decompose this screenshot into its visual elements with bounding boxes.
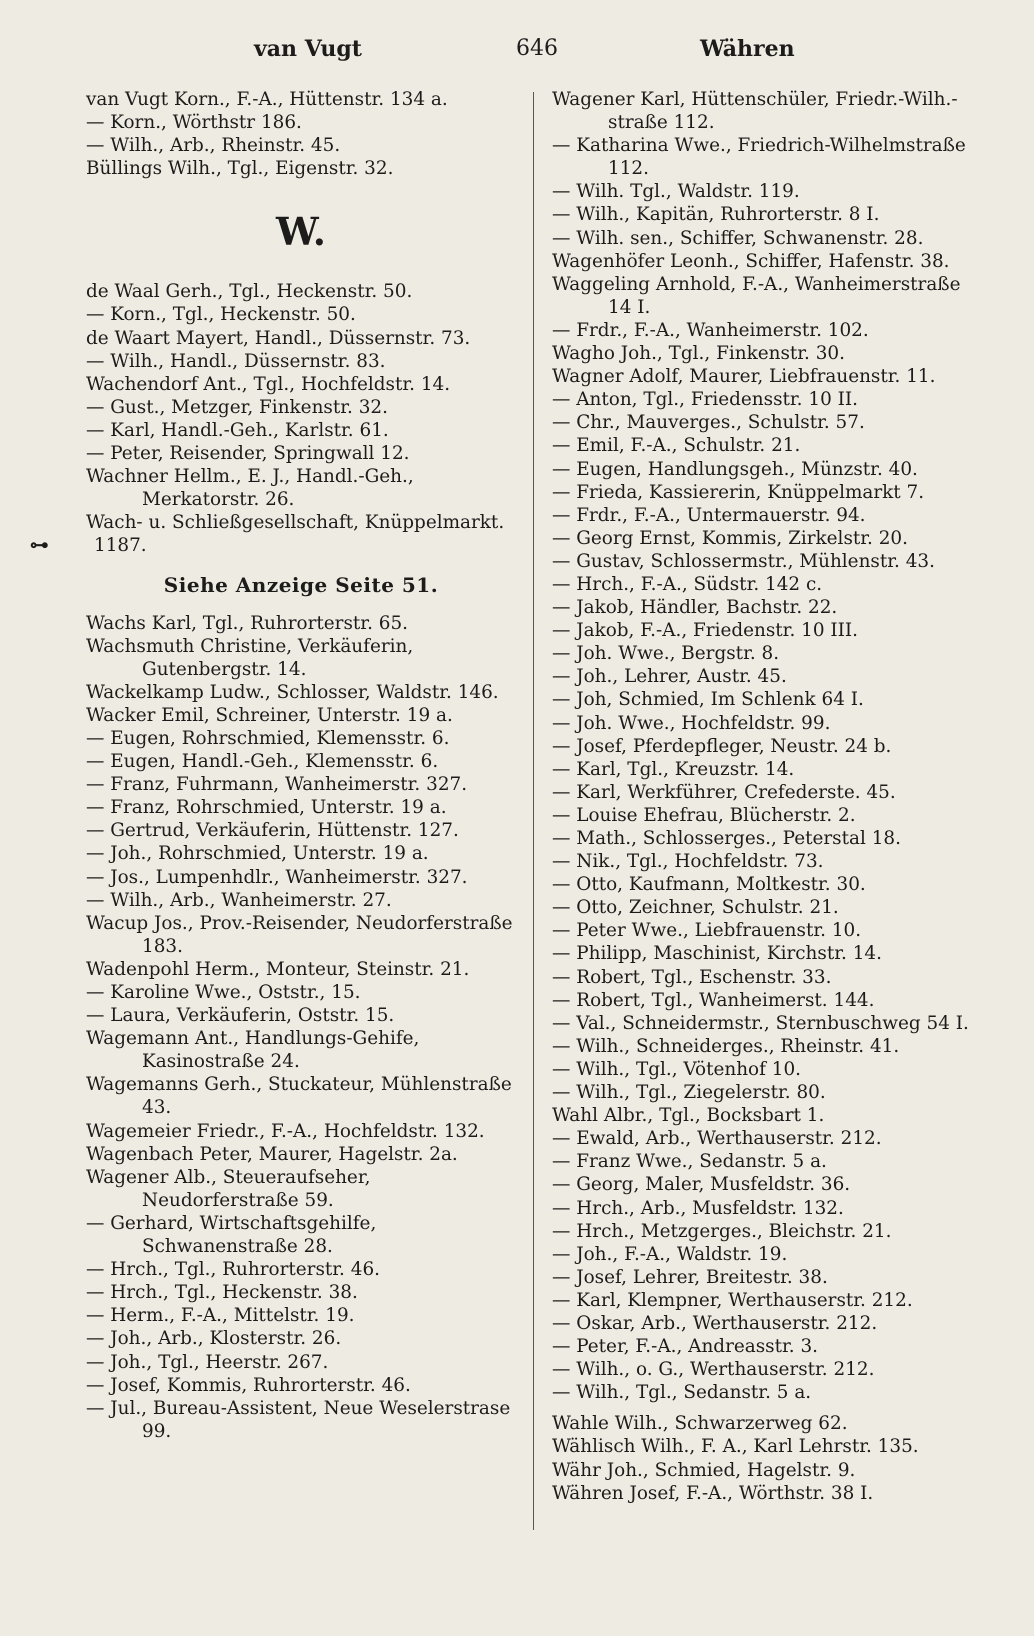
directory-entry: — Josef, Lehrer, Breitestr. 38.	[552, 1266, 828, 1288]
directory-entry: — Franz, Fuhrmann, Wanheimerstr. 327.	[86, 774, 468, 796]
directory-entry: Wagener Karl, Hüttenschüler, Friedr.-Wilh.-straße 112.	[552, 89, 958, 134]
directory-entry: — Wilh., Schneiderges., Rheinstr. 41.	[552, 1035, 900, 1057]
directory-entry: Wagener Alb., Steueraufseher, Neudorferstraße 59.	[86, 1166, 371, 1211]
directory-entry: — Joh, Schmied, Im Schlenk 64 I.	[552, 689, 864, 711]
directory-entry: — Gerhard, Wirtschaftsgehilfe, Schwanenstraße 28.	[86, 1212, 377, 1258]
directory-entry: — Eugen, Handlungsgeh., Münzstr. 40.	[552, 458, 918, 480]
phone-number: 1187.	[94, 535, 147, 557]
directory-entry: — Otto, Kaufmann, Moltkestr. 30.	[552, 874, 866, 896]
column-divider	[533, 92, 534, 1530]
directory-entry: Wagenhöfer Leonh., Schiffer, Hafenstr. 38.	[552, 250, 950, 272]
directory-entry: — Peter Wwe., Liebfrauenstr. 10.	[552, 920, 862, 942]
directory-entry: — Wilh., Handl., Düssernstr. 83.	[86, 350, 386, 372]
left-entries-c	[86, 612, 516, 1443]
directory-entry: — Karl, Handl.-Geh., Karlstr. 61.	[86, 419, 389, 441]
directory-entry: — Joh. Wwe., Hochfeldstr. 99.	[552, 712, 831, 734]
directory-entry: Wagho Joh., Tgl., Finkenstr. 30.	[552, 343, 845, 365]
section-gap	[552, 1404, 982, 1412]
directory-entry: — Joh., Arb., Klosterstr. 26.	[86, 1328, 342, 1350]
directory-entry: Wachs Karl, Tgl., Ruhrorterstr. 65.	[86, 612, 409, 634]
directory-entry: — Karl, Werkführer, Crefederste. 45.	[552, 781, 896, 803]
directory-entry: — Franz Wwe., Sedanstr. 5 a.	[552, 1151, 827, 1173]
directory-entry: Wacker Emil, Schreiner, Unterstr. 19 a.	[86, 704, 453, 726]
directory-entry: — Georg Ernst, Kommis, Zirkelstr. 20.	[552, 527, 908, 549]
directory-entry: — Peter, Reisender, Springwall 12.	[86, 443, 410, 465]
directory-entry: — Math., Schlosserges., Peterstal 18.	[552, 828, 901, 849]
directory-entry: — Karl, Tgl., Kreuzstr. 14.	[552, 758, 795, 780]
directory-entry: Wagenbach Peter, Maurer, Hagelstr. 2a.	[86, 1143, 458, 1165]
right-entries-b	[552, 1412, 982, 1504]
directory-entry: — Eugen, Rohrschmied, Klemensstr. 6.	[86, 727, 450, 749]
header-right-term: Währen	[700, 36, 795, 62]
page-number: 646	[516, 36, 558, 61]
directory-entry: Währ Joh., Schmied, Hagelstr. 9.	[552, 1459, 856, 1481]
directory-entry: Wachner Hellm., E. J., Handl.-Geh., Merkatorstr. 26.	[86, 466, 414, 511]
directory-entry: — Wilh., Kapitän, Ruhrorterstr. 8 I.	[552, 204, 880, 226]
directory-entry: — Korn., Wörthstr 186.	[86, 112, 302, 134]
directory-entry: — Hrch., F.-A., Südstr. 142 c.	[552, 573, 823, 595]
directory-entry: — Joh., F.-A., Waldstr. 19.	[552, 1243, 788, 1265]
directory-entry: — Wilh., o. G., Werthauserstr. 212.	[552, 1359, 875, 1381]
directory-entry: Wahl Albr., Tgl., Bocksbart 1.	[552, 1105, 825, 1127]
directory-entry: — Gustav, Schlossermstr., Mühlenstr. 43.	[552, 550, 935, 572]
directory-entry: — Nik., Tgl., Hochfeldstr. 73.	[552, 851, 824, 873]
directory-entry: Büllings Wilh., Tgl., Eigenstr. 32.	[86, 158, 394, 180]
directory-entry: — Robert, Tgl., Eschenstr. 33.	[552, 966, 832, 988]
directory-entry: — Joh., Lehrer, Austr. 45.	[552, 666, 787, 688]
directory-entry: Wacup Jos., Prov.-Reisender, Neudorferstraße 183.	[86, 912, 513, 957]
directory-entry: — Josef, Kommis, Ruhrorterstr. 46.	[86, 1374, 411, 1396]
directory-entry: — Korn., Tgl., Heckenstr. 50.	[86, 304, 356, 326]
directory-entry: Wackelkamp Ludw., Schlosser, Waldstr. 146.	[86, 681, 499, 703]
directory-entry: — Hrch., Arb., Musfeldstr. 132.	[552, 1197, 844, 1219]
header-left-term: van Vugt	[254, 36, 362, 62]
directory-entry: — Robert, Tgl., Wanheimerst. 144.	[552, 989, 875, 1011]
directory-entry: Wagemann Ant., Handlungs-Gehife, Kasinostraße 24.	[86, 1028, 420, 1073]
directory-entry: — Hrch., Metzgerges., Bleichstr. 21.	[552, 1220, 892, 1242]
directory-entry: — Hrch., Tgl., Ruhrorterstr. 46.	[86, 1259, 380, 1281]
directory-entry: — Frdr., F.-A., Untermauerstr. 94.	[552, 504, 866, 526]
directory-entry: — Franz, Rohrschmied, Unterstr. 19 a.	[86, 797, 447, 819]
directory-entry: de Waal Gerh., Tgl., Heckenstr. 50.	[86, 281, 413, 303]
directory-entry: Wahle Wilh., Schwarzerweg 62.	[552, 1413, 848, 1435]
directory-entry: — Wilh., Arb., Rheinstr. 45.	[86, 135, 341, 157]
directory-entry: Wagemanns Gerh., Stuckateur, Mühlenstraße 43.	[86, 1074, 512, 1119]
directory-entry: — Val., Schneidermstr., Sternbuschweg 54 I.	[552, 1012, 969, 1034]
directory-entry: — Frieda, Kassiererin, Knüppelmarkt 7.	[552, 481, 925, 503]
directory-entry: — Chr., Mauverges., Schulstr. 57.	[552, 412, 865, 434]
directory-entry: — Karl, Klempner, Werthauserstr. 212.	[552, 1289, 913, 1311]
directory-entry: — Oskar, Arb., Werthauserstr. 212.	[552, 1312, 878, 1334]
directory-entry: — Josef, Pferdepfleger, Neustr. 24 b.	[552, 735, 892, 757]
directory-entry: Wachsmuth Christine, Verkäuferin, Gutenbergstr. 14.	[86, 635, 414, 680]
directory-entry: Wachendorf Ant., Tgl., Hochfeldstr. 14.	[86, 373, 451, 395]
directory-entry: — Joh. Wwe., Bergstr. 8.	[552, 643, 780, 665]
directory-entry: de Waart Mayert, Handl., Düssernstr. 73.	[86, 327, 471, 349]
section-letter: W.	[276, 209, 326, 255]
directory-entry: Wadenpohl Herm., Monteur, Steinstr. 21.	[86, 958, 470, 980]
directory-entry: Waggeling Arnhold, F.-A., Wanheimerstraße 14 I.	[552, 273, 961, 318]
directory-entry: — Anton, Tgl., Friedensstr. 10 II.	[552, 389, 858, 411]
directory-entry: — Karoline Wwe., Oststr., 15.	[86, 982, 361, 1003]
advertisement-notice: Siehe Anzeige Seite 51.	[163, 572, 439, 597]
directory-entry: — Frdr., F.-A., Wanheimerstr. 102.	[552, 319, 869, 341]
directory-entry: — Wilh. Tgl., Waldstr. 119.	[552, 181, 800, 203]
directory-entry: — Wilh., Arb., Wanheimerstr. 27.	[86, 889, 392, 911]
directory-entry: — Wilh. sen., Schiffer, Schwanenstr. 28.	[552, 227, 924, 249]
right-column	[552, 88, 982, 1505]
directory-entry: Währen Josef, F.-A., Wörthstr. 38 I.	[552, 1482, 874, 1504]
directory-entry: Wach- u. Schließgesellschaft, Knüppelmarkt.	[86, 512, 505, 534]
right-entries-a	[552, 88, 982, 1404]
directory-entry: — Peter, F.-A., Andreasstr. 3.	[552, 1336, 818, 1358]
directory-entry: — Katharina Wwe., Friedrich-Wilhelmstraße 112.	[552, 135, 966, 180]
directory-entry: — Jakob, F.-A., Friedenstr. 10 III.	[552, 620, 859, 642]
directory-entry: — Otto, Zeichner, Schulstr. 21.	[552, 897, 839, 919]
page-header	[86, 36, 796, 66]
directory-entry: Wagemeier Friedr., F.-A., Hochfeldstr. 132.	[86, 1120, 485, 1142]
left-entries-b	[86, 280, 516, 534]
directory-entry: — Georg, Maler, Musfeldstr. 36.	[552, 1174, 851, 1196]
directory-entry: — Jakob, Händler, Bachstr. 22.	[552, 597, 838, 619]
left-column	[30, 88, 516, 1443]
directory-entry: — Hrch., Tgl., Heckenstr. 38.	[86, 1282, 358, 1304]
directory-entry: van Vugt Korn., F.-A., Hüttenstr. 134 a.	[86, 89, 448, 110]
left-entries-a	[86, 88, 516, 180]
directory-entry: — Emil, F.-A., Schulstr. 21.	[552, 435, 801, 457]
directory-entry: — Eugen, Handl.-Geh., Klemensstr. 6.	[86, 751, 439, 773]
directory-entry: — Jul., Bureau-Assistent, Neue Weselerstrase 99.	[86, 1397, 511, 1442]
directory-entry: Wagner Adolf, Maurer, Liebfrauenstr. 11.	[552, 366, 936, 388]
directory-entry: — Gust., Metzger, Finkenstr. 32.	[86, 396, 388, 418]
directory-entry: — Wilh., Tgl., Ziegelerstr. 80.	[552, 1082, 826, 1104]
directory-entry: — Wilh., Tgl., Vötenhof 10.	[552, 1058, 802, 1080]
directory-entry: — Louise Ehefrau, Blücherstr. 2.	[552, 804, 856, 826]
directory-entry: Wählisch Wilh., F. A., Karl Lehrstr. 135.	[552, 1436, 919, 1458]
directory-entry: — Wilh., Tgl., Sedanstr. 5 a.	[552, 1382, 812, 1404]
directory-entry: — Herm., F.-A., Mittelstr. 19.	[86, 1305, 355, 1327]
phone-line: ⊶ 1187.	[30, 535, 147, 557]
directory-entry: — Joh., Tgl., Heerstr. 267.	[86, 1351, 329, 1373]
directory-entry: — Ewald, Arb., Werthauserstr. 212.	[552, 1128, 882, 1150]
directory-entry: — Philipp, Maschinist, Kirchstr. 14.	[552, 943, 882, 965]
directory-entry: — Laura, Verkäuferin, Oststr. 15.	[86, 1005, 395, 1027]
directory-entry: — Joh., Rohrschmied, Unterstr. 19 a.	[86, 843, 429, 865]
directory-entry: — Jos., Lumpenhdlr., Wanheimerstr. 327.	[86, 866, 468, 888]
directory-entry: — Gertrud, Verkäuferin, Hüttenstr. 127.	[86, 820, 459, 842]
